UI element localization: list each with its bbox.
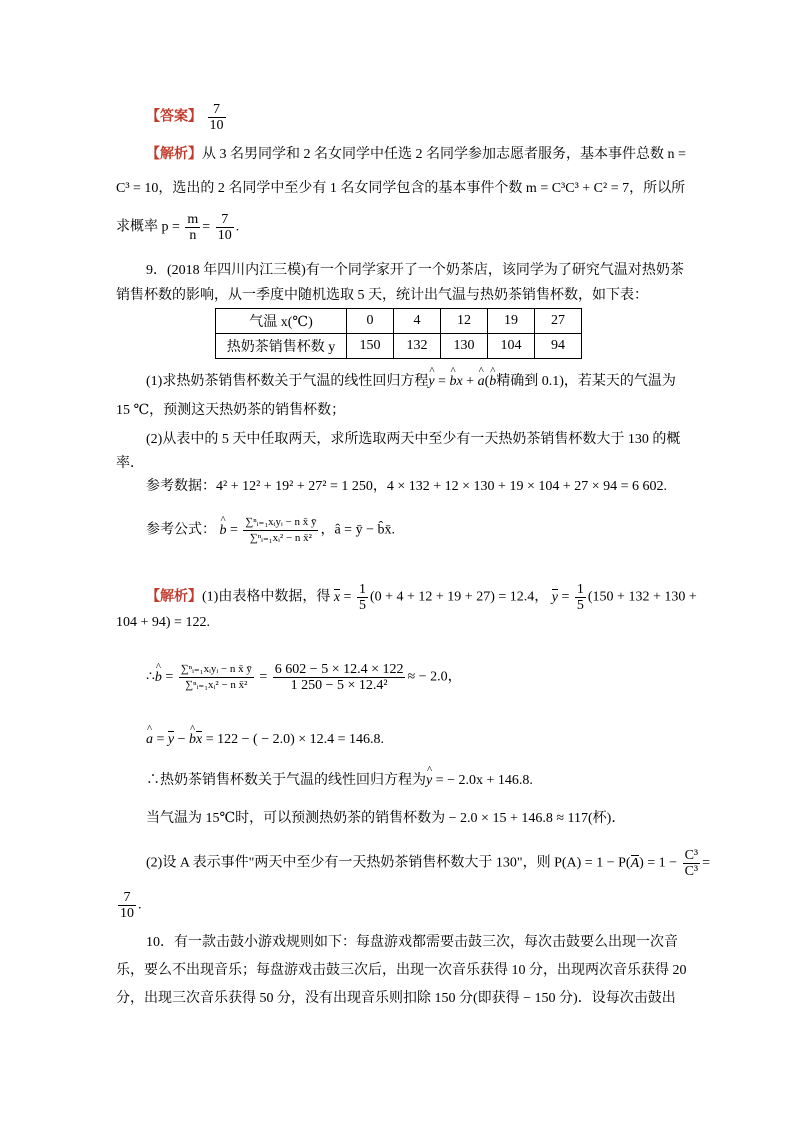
q9-part1-line1: (1)求热奶茶销售杯数关于气温的线性回归方程^ y = ^ bx + ^ a(^ b精确到 0.1)，若某天的气温为	[146, 373, 676, 391]
b-hat-calc: ∴^ b = $\frac{\text{∑ⁿᵢ₌₁xᵢyᵢ − n x̄ ȳ}}{\text{∑ⁿᵢ₌₁xᵢ² − n x̄²}}$ = $\frac{6 602 - 5 \times 12.4 \times 122}{\text{1 250 − 5 × 12.4²}}$ ≈ − 2.0，	[146, 662, 462, 693]
table-header-cups: 热奶茶销售杯数 y	[216, 334, 347, 359]
analysis1-answer: $\frac{7}{10}$	[217, 212, 232, 243]
q9-part2-line1: (2)从表中的 5 天中任取两天，求所选取两天中至少有一天热奶茶销售杯数大于 130 的概	[146, 432, 681, 447]
analysis1-tag: 【解析】	[146, 147, 202, 162]
part2-analysis: (2)设 A 表示事件"两天中至少有一天热奶茶销售杯数大于 130"，则 P(A) = 1 − P(A) = 1 − $\frac{\text{C³}}{\text{C³}}$ =	[146, 848, 711, 879]
analysis1-line3: 求概率 p = $\frac{m}{n}$ = $\frac{7}{10}$ .	[116, 212, 240, 243]
q10-line3: 分，出现三次音乐获得 50 分，没有出现音乐则扣除 150 分(即获得 − 150 分)．设每次击鼓出	[116, 991, 676, 1006]
analysis2-line1: 【解析】(1)由表格中数据，得 x = $\frac{1}{5}$ (0 + 4 + 12 + 19 + 27) = 12.4， y = $\frac{1}{5}$ (150 + 132 + 130 +	[146, 582, 697, 613]
data-table	[215, 308, 582, 359]
reference-formula: 参考公式： ^ b = $\frac{\text{∑ⁿᵢ₌₁xᵢyᵢ − n x̄ ȳ}}{\text{∑ⁿᵢ₌₁xᵢ² − n x̄²}}$ ，â = ȳ − b̂x̄.	[146, 515, 395, 546]
regression-line: ∴热奶茶销售杯数关于气温的线性回归方程为^ y = − 2.0x + 146.8.	[146, 772, 533, 790]
q9-line2: 销售杯数的影响，从一季度中随机选取 5 天，统计出气温与热奶茶销售杯数，如下表：	[116, 288, 648, 303]
table-header-temp: 气温 x(℃)	[216, 309, 347, 334]
analysis1-line2: C³ = 10，选出的 2 名同学中至少有 1 名女同学包含的基本事件个数 m = C³C³ + C² = 7，所以所	[116, 181, 686, 196]
reference-data: 参考数据：4² + 12² + 19² + 27² = 1 250，4 × 132 + 12 × 130 + 19 × 104 + 27 × 94 = 6 602.	[146, 479, 668, 494]
q9-line1: 9．(2018 年四川内江三模)有一个同学家开了一个奶茶店，该同学为了研究气温对热奶茶	[146, 263, 684, 278]
q10-line1: 10．有一款击鼓小游戏规则如下：每盘游戏都需要击鼓三次，每次击鼓要么出现一次音	[146, 935, 678, 950]
analysis1-line1: 【解析】从 3 名男同学和 2 名女同学中任选 2 名同学参加志愿者服务，基本事件总数 n =	[146, 147, 686, 162]
answer-line	[146, 102, 228, 133]
q10-line2: 乐，要么不出现音乐；每盘游戏击鼓三次后，出现一次音乐获得 10 分，出现两次音乐获得 20	[116, 963, 687, 978]
a-hat-calc: ^ a = y − ^ bx = 122 − ( − 2.0) × 12.4 = 146.8.	[146, 731, 384, 749]
prediction-line: 当气温为 15℃时，可以预测热奶茶的销售杯数为 − 2.0 × 15 + 146.8 ≈ 117(杯)．	[146, 811, 626, 826]
answer-fraction: $\frac{7}{10}$	[209, 102, 224, 133]
q9-part2-line2: 率．	[116, 456, 144, 471]
m-over-n: $\frac{m}{n}$	[187, 212, 199, 243]
analysis2-line2: 104 + 94) = 122.	[116, 615, 210, 630]
analysis2-tag: 【解析】	[146, 589, 202, 605]
q9-part1-line2: 15 ℃，预测这天热奶茶的销售杯数；	[116, 403, 346, 418]
table-row: 热奶茶销售杯数 y 150 132 130 104 94	[216, 334, 582, 359]
answer-tag: 【答案】	[146, 109, 202, 125]
table-row: 气温 x(℃) 0 4 12 19 27	[216, 309, 582, 334]
formula-fraction: $\frac{\text{∑ⁿᵢ₌₁xᵢyᵢ − n x̄ ȳ}}{\text{∑ⁿᵢ₌₁xᵢ² − n x̄²}}$	[245, 516, 317, 544]
part2-answer: $\frac{7}{10}$ .	[120, 890, 142, 921]
